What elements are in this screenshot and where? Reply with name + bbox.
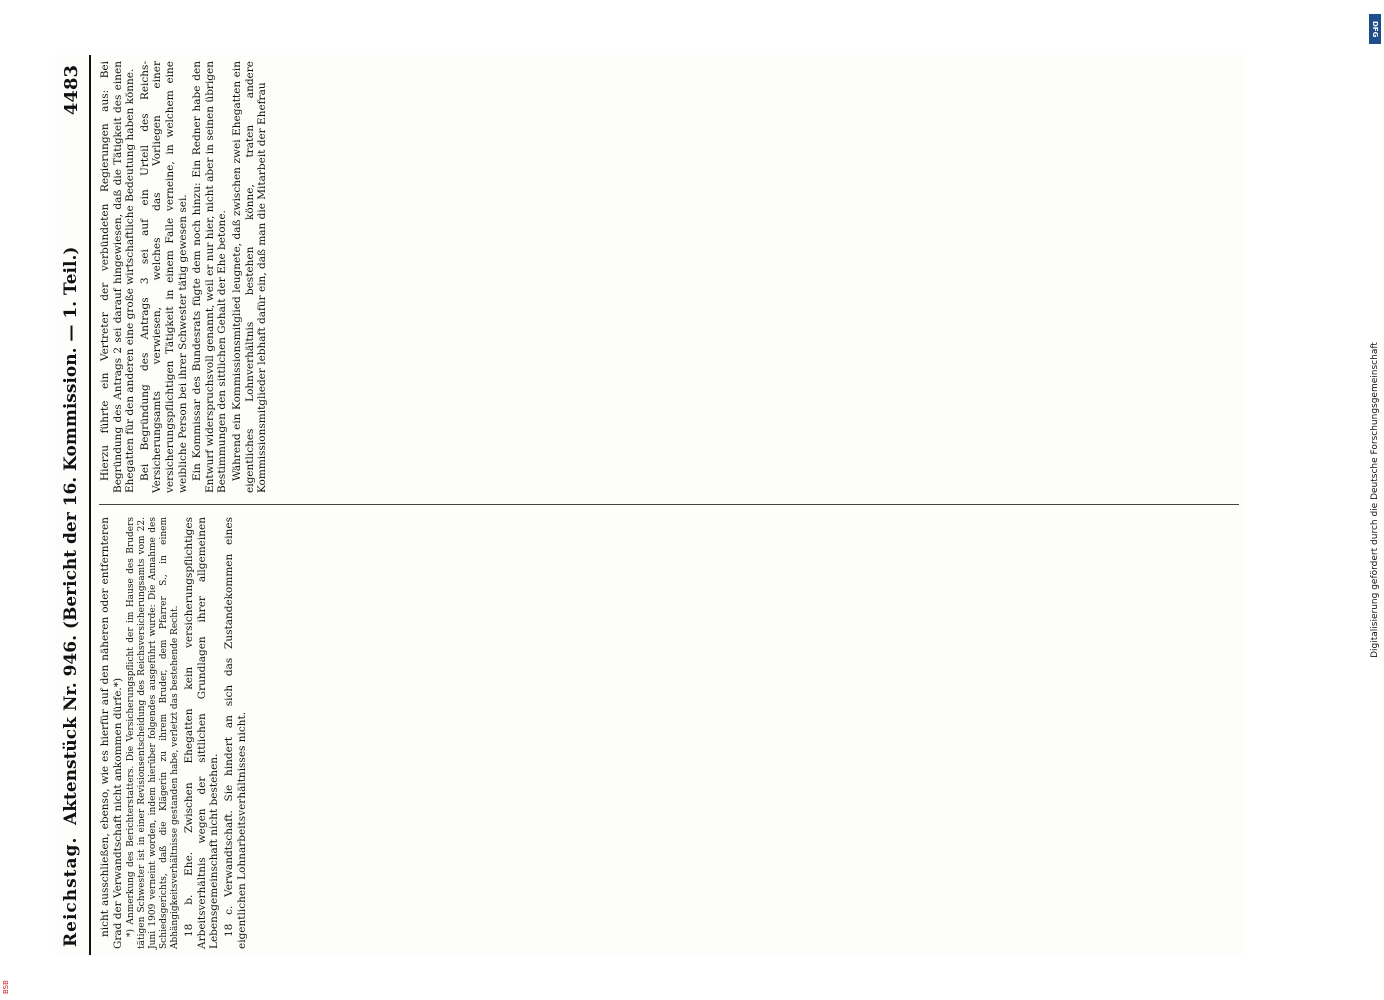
left-paragraph-18b: 18 b. Ehe. Zwischen Ehegatten kein versicherungspflichtiges Arbeitsverhältnis wegen der sittlichen Grundlagen ihrer allgemeinen Lebensgemeinschaft nicht bestehen. [183, 517, 221, 949]
left-paragraph-18c: 18 c. Verwandtschaft. Sie hindert an sich das Zustandekommen eines eigentlichen Lohnarbeitsverhältnisses nicht. [222, 517, 248, 949]
left-paragraph-1: nicht ausschließen, ebenso, wie es hierfür auf den näheren oder entfernteren Grad der Verwandtschaft nicht ankommen dürfe.*) [99, 517, 124, 949]
right-paragraph-4: Während ein Kommissionsmitglied leugnete, daß zwischen zwei Ehegatten ein eigentliches Lohnverhältnis bestehen könne, traten andere Kommissionsmitglieder lebhaft dafür ein, daß man die Mitarbeit der Ehefrau [230, 61, 269, 493]
right-paragraph-3: Ein Kommissar des Bundesrats fügte dem noch hinzu: Ein Redner habe den Entwurf widerspruchsvoll genannt, weil er nur hier, nicht aber in seinen übrigen Bestimmungen den sittlichen Gehalt der Ehe betone. [191, 61, 229, 493]
header-document-title: Aktenstück Nr. 946. (Bericht der 16. Kommission. — 1. Teil.) [61, 246, 81, 825]
right-paragraph-1: Hierzu führte ein Vertreter der verbündeten Regierungen aus: Bei Begründung des Antrags 2 sei darauf hingewiesen, daß die Tätigkeit des einen Ehegatten für den anderen eine große wirtschaftliche Bedeutung haben könne. [99, 61, 137, 493]
page-number: 4483 [61, 65, 82, 116]
document-page [55, 55, 1245, 955]
right-paragraph-2: Bei Begründung des Antrags 3 sei auf ein Urteil des Reichs-Versicherungsamts verwiesen, welches das Vorliegen einer versicherungspflichtigen Tätigkeit in einem Falle verneine, in welchem eine weibliche Person bei ihrer Schwester tätig gewesen sei. [138, 61, 189, 493]
left-column [99, 517, 250, 949]
column-divider [99, 504, 1239, 505]
dfg-logo-icon: DFG [1369, 14, 1381, 44]
left-footnote: *) Anmerkung des Berichterstatters. Die Versicherungspflicht der im Hause des Bruders tätigen Schwester ist in einer Revisionsentscheidung des Reichsversicherungsamts vom 22. Juni 1909 verneint worden, indem hierüber folgendes ausgeführt wurde: Die Annahme des Schiedsgerichts, daß die Klägerin zu ihrem Bruder, dem Pfarrer S., in einem Abhängigkeitsverhältnisse gestanden habe, verletzt das bestehende Recht. [126, 517, 181, 949]
digitization-credit [1368, 10, 1382, 990]
running-header [55, 55, 91, 955]
right-column [99, 61, 271, 493]
credit-text: Digitalisierung gefördert durch die Deutsche Forschungsgemeinschaft [1370, 342, 1380, 658]
header-title: Reichstag. [61, 836, 81, 947]
library-stamp: BSB [2, 980, 10, 994]
